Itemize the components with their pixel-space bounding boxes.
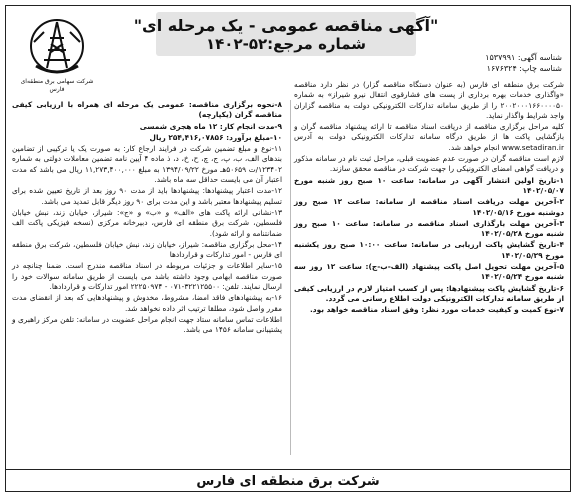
paragraph: شرکت برق منطقه ای فارس (به عنوان دستگاه مناقصه گزار) در نظر دارد مناقصه «واگذاری خدمات بهره برداری از پست های فشارقوی انتقال نیرو شیراز» به شماره ۲۰۰۲۰۰۰۱۶۶۰۰۰۰۵۰ را از طریق سامانه تدارکات الکترونیکی دولت به مناقصه گزاران واجد شرایط واگذار نماید. bbox=[294, 80, 564, 120]
paragraph: ۵-آخرین مهلت تحویل اصل پاکت پیشنهاد (الف-ب-ج): ساعت ۱۲ روز سه شنبه مورخ ۱۴۰۲/۰۵/۲۴ bbox=[294, 262, 564, 282]
paragraph: ۱۴-محل برگزاری مناقصه: شیراز، خیابان زند، نبش خیابان فلسطین، شرکت برق منطقه ای فارس - امور تدارکات و قراردادها bbox=[12, 239, 282, 260]
paragraph: ۷-نوع کمیت و کیفیت خدمات مورد نظر: وفق اسناد مناقصه خواهد بود. bbox=[309, 305, 564, 315]
paragraph: ۱۱-نوع و مبلغ تضمین شرکت در فرایند ارجاع کار: به صورت یک یا ترکیبی از تضامین بندهای الف، ب، پ، ج، چ، ح، خ، د، ذ ماده ۴ آیین نامه تضمین معاملات دولتی به شماره ۱۲۳۴۰۲/ت ۵۰۶۵۹هـ مورخ ۱۳۹۴/۰۹/۲۲ به مبلغ ۱۱,۲۷۳,۴۰۰,۰۰۰ ریال می باشد که مدت اعتبار آن می بایست حداقل سه ماه باشد. bbox=[12, 144, 282, 185]
footer-company: شرکت برق منطقه ای فارس bbox=[5, 469, 571, 492]
paragraph: کلیه مراحل برگزاری مناقصه از دریافت اسناد مناقصه تا ارائه پیشنهاد مناقصه گران و بازگشایی پاکت ها از طریق درگاه سامانه تدارکات الکترونیکی دولت به آدرس www.setadiran.ir انجام خواهد شد. bbox=[294, 122, 564, 152]
ad-meta bbox=[402, 52, 562, 74]
page-title: "آگهی مناقصه عمومی - یک مرحله ای" bbox=[133, 15, 439, 35]
paragraph: ۶-تاریخ گشایش پاکت پیشنهادها: پس از کسب امتیاز لازم در ارزیابی کیفی از طریق سامانه تدارکات الکترونیکی دولت اطلاع رسانی می گردد. bbox=[294, 283, 564, 303]
left-column bbox=[12, 100, 282, 337]
title-banner bbox=[133, 12, 439, 56]
paragraph: ۹-مدت انجام کار: ۱۲ ماه هجری شمسی bbox=[139, 121, 282, 131]
paragraph: ۱۵-سایر اطلاعات و جزئیات مربوطه در اسناد مناقصه مندرج است. ضمنا چنانچه در صورت مناقصه ابهامی وجود داشته باشد می بایست از طریق سامانه سوالات خود را ارسال نمایند. تلفن: ۳۲۲۱۲۵۵۰۰-۰۷۱ - ۲۲۲۵۰۹۷۴ امور تدارکات و قراردادها. bbox=[12, 261, 282, 292]
paragraph: ۱-تاریخ اولین انتشار آگهی در سامانه: ساعت ۱۰ صبح روز شنبه مورخ ۱۴۰۲/۰۵/۰۷ bbox=[294, 175, 564, 195]
paragraph: ۱۳-نشانی ارائه پاکت های «الف» و «ب» و «ج»: شیراز، خیابان زند، نبش خیابان فلسطین، شرکت برق منطقه ای فارس، دبیرخانه مرکزی (نسخه فیزیکی پاکت الف ضمانتنامه و ارائه شود). bbox=[12, 207, 282, 238]
column-divider bbox=[290, 100, 291, 455]
paragraph: ۴-تاریخ گشایش پاکت ارزیابی در سامانه: ساعت ۱۰:۰۰ صبح روز یکشنبه مورخ ۱۴۰۲/۰۵/۲۹ bbox=[294, 240, 564, 260]
paragraph: ۱۶-به پیشنهادهای فاقد امضا، مشروط، مخدوش و پیشنهادهایی که بعد از انقضای مدت مقرر واصل شود، مطلقا ترتیب اثر داده نخواهد شد. bbox=[12, 293, 282, 313]
paragraph: ۸-نحوه برگزاری مناقصه: عمومی یک مرحله ای همراه با ارزیابی کیفی مناقصه گران (یکپارچه) bbox=[12, 100, 282, 120]
logo-caption: شرکت سهامی برق منطقه‌ای فارس bbox=[20, 78, 94, 93]
paragraph: ۲-آخرین مهلت دریافت اسناد مناقصه از سامانه: ساعت ۱۲ صبح روز دوشنبه مورخ ۱۴۰۲/۰۵/۱۶ bbox=[294, 197, 564, 217]
company-logo bbox=[14, 8, 100, 94]
right-column bbox=[294, 80, 564, 317]
ad-id: شناسه آگهی: ۱۵۳۷۹۹۱ bbox=[485, 53, 562, 62]
paragraph: اطلاعات تماس سامانه ستاد جهت انجام مراحل عضویت در سامانه: تلفن مرکز راهبری و پشتیبانی سامانه ۱۴۵۶ می باشد. bbox=[12, 314, 282, 335]
paragraph: لازم است مناقصه گران در صورت عدم عضویت قبلی، مراحل ثبت نام در سامانه مذکور و دریافت گواهی امضای الکترونیکی را جهت شرکت در مناقصه محقق سازند. bbox=[294, 154, 564, 174]
paragraph: ۱۰-مبلغ برآورد: ۲۵۴,۴۱۶,۰۷۸۵۶ ریال bbox=[149, 132, 282, 142]
paragraph: ۳-آخرین مهلت بارگذاری اسناد مناقصه در سامانه: ساعت ۱۰ صبح روز شنبه مورخ ۱۴۰۲/۰۵/۲۸ bbox=[294, 218, 564, 239]
reference-number: شماره مرجع:۵۲-۱۴۰۲ bbox=[206, 34, 366, 53]
paragraph: ۱۲-مدت اعتبار پیشنهادها: پیشنهادها باید از مدت ۹۰ روز بعد از تاریخ تعیین شده برای تسلیم پیشنهادها معتبر باشد و این مدت برای ۹۰ روز دیگر قابل تمدید می باشد. bbox=[12, 186, 282, 206]
print-id: شناسه چاپ: ۱۶۷۶۳۲۴ bbox=[486, 64, 562, 73]
